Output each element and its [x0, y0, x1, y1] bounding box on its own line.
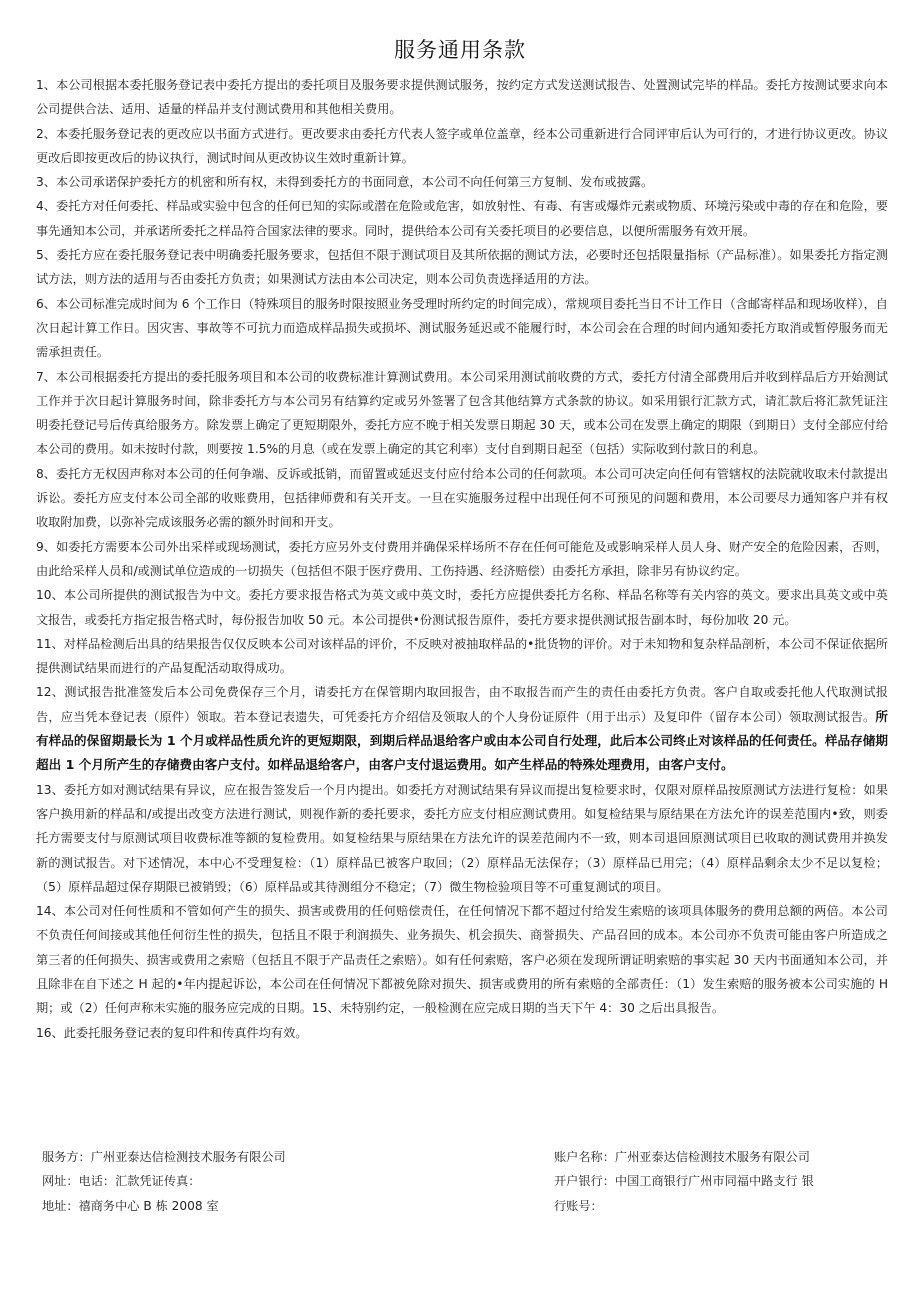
- clause-1: 1、本公司根据本委托服务登记表中委托方提出的委托项目及服务要求提供测试服务，按约定方式发送测试报告、处置测试完毕的样品。委托方按测试要求向本公司提供合法、适用、适量的样品并支付测试费用和其他相关费用。: [36, 78, 888, 117]
- clause-12: [36, 680, 888, 777]
- contact-line: 网址：电话：汇款凭证传真：: [42, 1174, 201, 1188]
- clause-12-bold-text: 所有样品的保留期最长为 1 个月或样品性质允许的更短期限，到期后样品退给客户或由本公司自行处理，此后本公司终止对该样品的任何责任。样品存储期超出 1 个月所产生的存储费由客户支付。如样品退给客户，由客户支付退运费用。如产生样品的特殊处理费用，由客户支付。: [36, 708, 888, 773]
- clause-16: 16、此委托服务登记表的复印件和传真件均有效。: [36, 1025, 308, 1040]
- service-provider: 服务方：广州亚泰达信检测技术服务有限公司: [42, 1150, 286, 1164]
- clause-3: 3、本公司承诺保护委托方的机密和所有权，未得到委托方的书面同意，本公司不向任何第三方复制、发布或披露。: [36, 175, 654, 190]
- account-number-label: 行账号：: [554, 1199, 603, 1213]
- clause-5: 5、委托方应在委托服务登记表中明确委托服务要求，包括但不限于测试项目及其所依据的测试方法，必要时还包括限量指标（产品标准）。如果委托方指定测试方法，则方法的适用与否由委托方负责；如果测试方法由本公司决定，则本公司负责选择适用的方法。: [36, 248, 888, 287]
- address: 地址：禧商务中心 B 栋 2008 室: [42, 1199, 219, 1213]
- clause-12-text: 12、测试报告批准签发后本公司免费保存三个月，请委托方在保管期内取回报告，由不取报告而产生的责任由委托方负责。客户自取或委托他人代取测试报告，应当凭本登记表（原件）领取。若本登记表遗失，可凭委托方介绍信及领取人的个人身份证原件（用于出示）及复印件（留存本公司）领取测试报告。: [36, 685, 888, 724]
- clause-11: 11、对样品检测后出具的结果报告仅仅反映本公司对该样品的评价，不反映对被抽取样品的•批货物的评价。对于未知物和复杂样品剖析，本公司不保证依据所提供测试结果而进行的产品复配活动取得成功。: [36, 636, 888, 676]
- clause-4: 4、委托方对任何委托、样品或实验中包含的任何已知的实际或潜在危险或危害，如放射性、有毒、有害或爆炸元素或物质、环境污染或中毒的存在和危险，要事先通知本公司，并承诺所委托之样品符合国家法律的要求。同时，提供给本公司有关委托项目的必要信息，以便所需服务有效开展。: [36, 199, 888, 238]
- clause-7: 7、本公司根据委托方提出的委托服务项目和本公司的收费标准计算测试费用。本公司采用测试前收费的方式，委托方付清全部费用后并收到样品后方开始测试工作并于次日起计算服务时间，除非委托方与本公司另有结算约定或另外签署了包含其他结算方式条款的协议。如采用银行汇款方式，请汇款后将汇款凭证注明委托登记号后传真给服务方。除发票上确定了更短期限外，委托方应不晚于相关发票日期起 30 天，或本公司在发票上确定的期限（到期日）支付全部应付给本公司的费用。如未按时付款，则要按 1.5%的月息（或在发票上确定的其它利率）支付自到期日起至（包括）实际收到付款日的利息。: [36, 369, 889, 457]
- clause-10: 10、本公司所提供的测试报告为中文。委托方要求报告格式为英文或中英文时，委托方应提供委托方名称、样品名称等有关内容的英文。要求出具英文或中英文报告，或委托方指定报告格式时，每份报告加收 50 元。本公司提供•份测试报告原件，委托方要求提供测试报告副本时，每份加收 20 元。: [36, 588, 888, 627]
- clause-9: 9、如委托方需要本公司外出采样或现场测试，委托方应另外支付费用并确保采样场所不存在任何可能危及或影响采样人员人身、财产安全的危险因素，否则，由此给采样人员和/或测试单位造成的一切损失（包括但不限于医疗费用、工伤持遇、经济赔偿）由委托方承担，除非另有协议约定。: [36, 539, 888, 578]
- clause-8: 8、委托方无权因声称对本公司的任何争端、反诉或抵销，而留置或延迟支付应付给本公司的任何款项。本公司可决定向任何有管辖权的法院就收取未付款提出诉讼。委托方应支付本公司全部的收账费用，包括律师费和有关开支。一旦在实施服务过程中出现任何不可预见的问题和费用，本公司要尽力通知客户并有权收取附加费，以弥补完成该服务必需的额外时间和开支。: [36, 466, 888, 530]
- account-name: 账户名称：广州亚泰达信检测技术服务有限公司: [554, 1150, 810, 1164]
- clause-13: 13、委托方如对测试结果有异议，应在报告签发后一个月内提出。如委托方对测试结果有异议而提出复检要求时，仅限对原样品按原测试方法进行复检：如果客户换用新的样品和/或提出改变方法进行测试，则视作新的委托要求，委托方应支付相应测试费用。如复检结果与原结果在方法允许的误差范围内•致，则委托方需要支付与原测试项目收费标准等额的复检费用。如复检结果与原结果在方法允许的误差范闹内不一致，则本司退回原测试项目已收取的测试费用并换发新的测试报告。对下述情况，本中心不受理复检：（1）原样品已被客户取回；（2）原样品无法保存；（3）原样品已用完；（4）原样品剩余太少不足以复检；（5）原样品超过保存期限已被销毁；（6）原样品或其待测组分不稳定；（7）微生物检验项目等不可重复测试的项目。: [36, 782, 888, 894]
- terms-body: [36, 73, 888, 1045]
- document-title: 服务通用条款: [394, 38, 526, 62]
- clause-14: 14、本公司对任何性质和不管如何产生的损失、损害或费用的任何赔偿责任，在任何情况下都不超过付给发生索赔的该项具体服务的费用总额的两倍。本公司不负责任何间接或其他任何衍生性的损失，包括且不限于利润损失、业务损失、机会损失、商誉损失、产品召回的成本。本公司亦不负责可能由客户所造成之第三者的任何损失、损害或费用之索赔（包括且不限于产品责任之索赔）。如有任何索赔，客户必须在发现所谓证明索赔的事实起 30 天内书面通知本公司，并且除非在自下述之 H 起的•年内提起诉讼，本公司在任何情况下都被免除对损失、损害或费用的所有索赔的全部责任：（1）发生索赔的服务被本公司实施的 H 期；或（2）任何声称未实施的服务应完成的日期。15、未特别约定，一般检测在应完成日期的当天下午 4：30 之后出具报告。: [36, 904, 888, 1016]
- clause-6: 6、本公司标准完成时间为 6 个工作日（特殊项目的服务时限按照业务受理时所约定的时间完成），常规项目委托当日不计工作日（含邮寄样品和现场收样），自次日起计算工作日。因灾害、事故等不可抗力而造成样品损失或损坏、测试服务延迟或不能履行时，本公司会在合理的时间内通知委托方取消或暂停服务而无需承担责任。: [36, 296, 888, 360]
- bank-name: 开户银行：中国工商银行广州市同福中路支行 银: [554, 1174, 814, 1188]
- clause-2: 2、本委托服务登记表的更改应以书面方式进行。更改要求由委托方代表人签字或单位盖章，经本公司重新进行合同评审后认为可行的，才进行协议更改。协议更改后即按更改后的协议执行，测试时间从更改协议生效时重新计算。: [36, 126, 888, 165]
